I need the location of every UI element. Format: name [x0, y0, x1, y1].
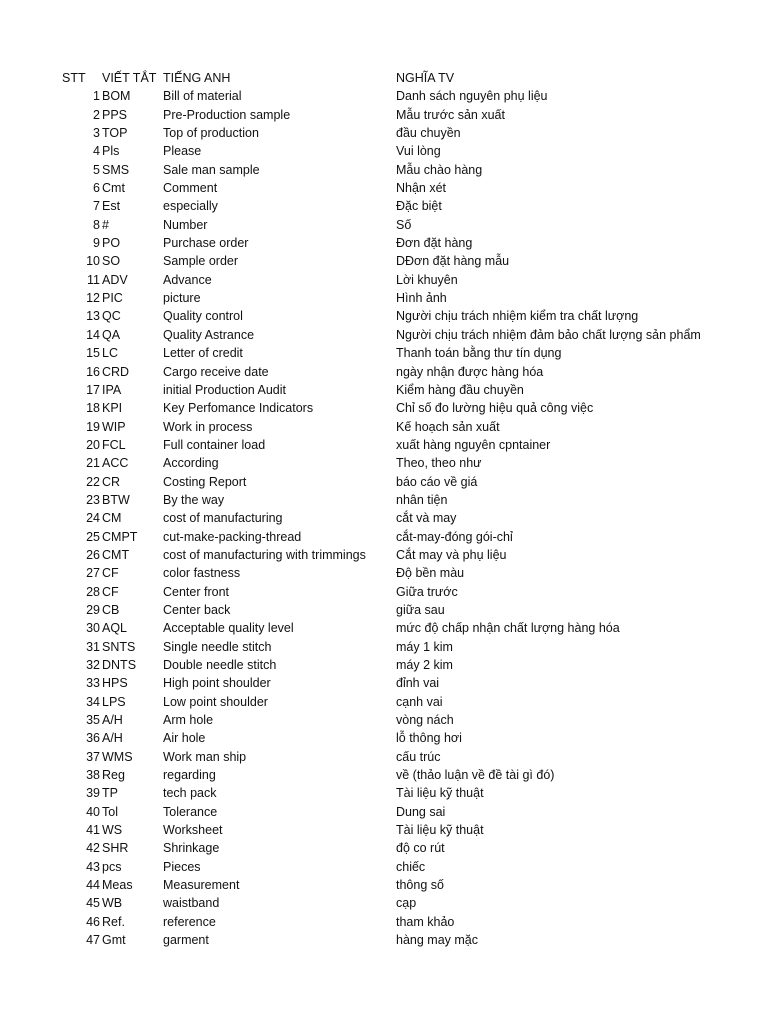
table-row	[0, 363, 768, 381]
row-english: Air hole	[163, 731, 206, 746]
row-abbreviation: CF	[102, 584, 119, 599]
row-english: Costing Report	[163, 474, 247, 489]
row-abbreviation: SNTS	[102, 639, 136, 654]
row-vietnamese: máy 2 kim	[396, 658, 453, 672]
row-vietnamese: cấu trúc	[396, 749, 441, 764]
row-abbreviation: A/H	[102, 713, 123, 728]
table-row	[0, 729, 768, 747]
row-english: cut-make-packing-thread	[163, 529, 302, 544]
row-english: Measurement	[163, 878, 240, 893]
row-english: tech pack	[163, 786, 217, 801]
table-row	[0, 674, 768, 692]
row-english: regarding	[163, 768, 216, 783]
table-row	[0, 491, 768, 509]
row-abbreviation: CM	[102, 511, 122, 526]
row-number: 37	[86, 749, 100, 764]
row-english: High point shoulder	[163, 676, 271, 691]
table-row	[0, 307, 768, 325]
row-number: 44	[86, 878, 100, 893]
row-vietnamese: ngày nhận được hàng hóa	[396, 364, 544, 379]
row-english: Acceptable quality level	[163, 621, 294, 636]
row-english: Key Perfomance Indicators	[163, 401, 314, 416]
row-abbreviation: Ref.	[102, 914, 125, 929]
row-vietnamese: Nhận xét	[396, 181, 447, 196]
row-vietnamese: chiếc	[396, 859, 426, 874]
row-abbreviation: IPA	[102, 382, 122, 397]
table-row	[0, 583, 768, 601]
row-number: 13	[86, 309, 100, 324]
table-row	[0, 179, 768, 197]
header-vietnamese: NGHĨA TV	[396, 71, 455, 85]
table-row	[0, 931, 768, 949]
row-english: Low point shoulder	[163, 694, 268, 709]
row-abbreviation: Cmt	[102, 181, 125, 196]
row-english: reference	[163, 914, 216, 929]
row-abbreviation: Pls	[102, 144, 120, 159]
row-vietnamese: cắt-may-đóng gói-chỉ	[396, 529, 513, 544]
table-row	[0, 784, 768, 802]
row-abbreviation: Est	[102, 199, 121, 214]
row-number: 36	[86, 731, 100, 746]
row-english: Top of production	[163, 126, 259, 141]
row-abbreviation: WIP	[102, 419, 126, 434]
table-row	[0, 528, 768, 546]
row-vietnamese: tham khảo	[396, 914, 455, 929]
row-abbreviation: LPS	[102, 694, 126, 709]
row-vietnamese: đầu chuyền	[396, 126, 461, 141]
row-abbreviation: A/H	[102, 731, 123, 746]
row-vietnamese: đỉnh vai	[396, 676, 440, 691]
row-vietnamese: Vui lòng	[396, 144, 441, 159]
row-vietnamese: Tài liệu kỹ thuật	[396, 786, 484, 801]
row-vietnamese: giữa sau	[396, 602, 445, 617]
row-abbreviation: TP	[102, 786, 118, 801]
row-abbreviation: ADV	[102, 272, 128, 287]
row-number: 27	[86, 566, 100, 581]
row-english: waistband	[163, 896, 220, 911]
row-english: Sale man sample	[163, 162, 260, 177]
table-row	[0, 344, 768, 362]
row-english: Center back	[163, 602, 231, 617]
row-abbreviation: TOP	[102, 126, 128, 141]
row-english: initial Production Audit	[163, 382, 286, 397]
row-vietnamese: Đặc biệt	[396, 199, 442, 214]
row-number: 8	[93, 217, 100, 232]
header-row	[0, 69, 768, 87]
row-english: especially	[163, 199, 218, 214]
table-row	[0, 894, 768, 912]
row-number: 34	[86, 694, 100, 709]
table-row	[0, 711, 768, 729]
row-number: 4	[93, 144, 100, 159]
table-row	[0, 693, 768, 711]
row-english: Arm hole	[163, 713, 214, 728]
row-number: 43	[86, 859, 100, 874]
row-english: Center front	[163, 584, 230, 599]
table-row	[0, 509, 768, 527]
row-english: Quality Astrance	[163, 327, 255, 342]
row-vietnamese: Độ bền màu	[396, 566, 465, 581]
row-vietnamese: Hình ảnh	[396, 291, 447, 306]
row-number: 14	[86, 327, 100, 342]
row-english: Tolerance	[163, 804, 218, 819]
row-number: 22	[86, 474, 100, 489]
row-vietnamese: Lời khuyên	[396, 272, 458, 287]
row-abbreviation: PIC	[102, 291, 123, 306]
row-number: 41	[86, 823, 100, 838]
row-english: Full container load	[163, 437, 266, 452]
row-abbreviation: KPI	[102, 401, 123, 416]
row-number: 7	[93, 199, 100, 214]
row-english: Worksheet	[163, 823, 223, 838]
row-english: Sample order	[163, 254, 239, 269]
row-abbreviation: HPS	[102, 676, 128, 691]
spreadsheet-table	[0, 69, 768, 950]
table-row	[0, 271, 768, 289]
row-number: 1	[93, 89, 100, 104]
table-row	[0, 381, 768, 399]
header-abbreviation: VIẾT TẮT	[102, 71, 157, 85]
row-number: 18	[86, 401, 100, 416]
row-vietnamese: cắt và may	[396, 511, 457, 526]
row-number: 47	[86, 933, 100, 948]
row-abbreviation: SMS	[102, 162, 130, 177]
row-vietnamese: xuất hàng nguyên cpntainer	[396, 437, 551, 452]
row-english: Shrinkage	[163, 841, 220, 856]
row-number: 10	[86, 254, 100, 269]
row-vietnamese: Giữa trước	[396, 584, 458, 599]
row-vietnamese: Tài liệu kỹ thuật	[396, 823, 484, 838]
row-english: Letter of credit	[163, 346, 243, 361]
row-number: 23	[86, 492, 100, 507]
row-english: Bill of material	[163, 89, 242, 104]
table-row	[0, 252, 768, 270]
row-vietnamese: Người chịu trách nhiệm kiểm tra chất lượng	[396, 309, 639, 324]
row-abbreviation: QA	[102, 327, 121, 342]
row-abbreviation: BTW	[102, 492, 130, 507]
row-number: 28	[86, 584, 100, 599]
table-row	[0, 326, 768, 344]
table-row	[0, 216, 768, 234]
row-vietnamese: hàng may mặc	[396, 933, 478, 948]
row-abbreviation: WB	[102, 896, 123, 911]
row-vietnamese: Người chịu trách nhiệm đảm bảo chất lượng sản phẩm	[396, 327, 701, 342]
row-vietnamese: Thanh toán bằng thư tín dụng	[396, 346, 562, 361]
row-vietnamese: Đơn đặt hàng	[396, 236, 473, 251]
row-abbreviation: #	[102, 217, 109, 232]
row-english: picture	[163, 291, 201, 306]
row-number: 31	[86, 639, 100, 654]
row-vietnamese: Dung sai	[396, 804, 446, 819]
row-abbreviation: CMPT	[102, 529, 138, 544]
row-number: 11	[87, 272, 100, 287]
row-english: Number	[163, 217, 208, 232]
row-abbreviation: PPS	[102, 107, 128, 122]
row-english: Pieces	[163, 859, 201, 874]
row-abbreviation: Gmt	[102, 933, 126, 948]
row-number: 19	[86, 419, 100, 434]
row-english: Comment	[163, 181, 218, 196]
row-vietnamese: DĐơn đặt hàng mẫu	[396, 254, 510, 269]
table-row	[0, 87, 768, 105]
table-row	[0, 748, 768, 766]
row-abbreviation: pcs	[102, 859, 122, 874]
row-vietnamese: cạp	[396, 896, 417, 911]
row-vietnamese: Cắt may và phụ liệu	[396, 547, 507, 562]
row-vietnamese: về (thảo luận về đề tài gì đó)	[396, 768, 555, 783]
row-number: 32	[86, 658, 100, 672]
row-abbreviation: CB	[102, 602, 120, 617]
row-abbreviation: SO	[102, 254, 121, 269]
table-row	[0, 803, 768, 821]
table-row	[0, 418, 768, 436]
row-abbreviation: ACC	[102, 456, 129, 471]
row-vietnamese: nhân tiện	[396, 492, 448, 507]
row-abbreviation: WMS	[102, 749, 133, 764]
row-abbreviation: LC	[102, 346, 118, 361]
row-english: cost of manufacturing with trimmings	[163, 547, 366, 562]
row-vietnamese: Theo, theo như	[396, 456, 482, 471]
table-row	[0, 161, 768, 179]
row-vietnamese: lỗ thông hơi	[396, 731, 462, 746]
table-row	[0, 821, 768, 839]
row-number: 35	[86, 713, 100, 728]
row-vietnamese: Mẫu trước sản xuất	[396, 107, 505, 122]
row-english: cost of manufacturing	[163, 511, 283, 526]
row-number: 21	[86, 456, 100, 471]
table-row	[0, 399, 768, 417]
table-row	[0, 564, 768, 582]
table-row	[0, 601, 768, 619]
table-row	[0, 913, 768, 931]
row-vietnamese: vòng nách	[396, 713, 454, 728]
row-english: Advance	[163, 272, 212, 287]
row-english: Purchase order	[163, 236, 249, 251]
row-vietnamese: độ co rút	[396, 841, 445, 856]
row-abbreviation: FCL	[102, 437, 126, 452]
row-english: Single needle stitch	[163, 639, 272, 654]
row-english: Cargo receive date	[163, 364, 269, 379]
row-english: Quality control	[163, 309, 243, 324]
table-row	[0, 839, 768, 857]
table-row	[0, 234, 768, 252]
row-number: 29	[86, 602, 100, 617]
row-abbreviation: CF	[102, 566, 119, 581]
row-abbreviation: DNTS	[102, 658, 137, 672]
row-vietnamese: báo cáo về giá	[396, 474, 478, 489]
row-vietnamese: Mẫu chào hàng	[396, 162, 483, 177]
row-vietnamese: Kiểm hàng đầu chuyền	[396, 382, 524, 397]
row-abbreviation: WS	[102, 823, 123, 838]
row-vietnamese: mức độ chấp nhận chất lượng hàng hóa	[396, 621, 620, 636]
row-number: 33	[86, 676, 100, 691]
row-vietnamese: Số	[396, 217, 412, 232]
row-number: 5	[93, 162, 100, 177]
table-body	[0, 87, 768, 949]
table-row	[0, 197, 768, 215]
table-row	[0, 876, 768, 894]
row-number: 6	[93, 181, 100, 196]
row-number: 9	[93, 236, 100, 251]
row-abbreviation: CRD	[102, 364, 130, 379]
table-row	[0, 656, 768, 674]
row-english: By the way	[163, 492, 225, 507]
row-vietnamese: Danh sách nguyên phụ liệu	[396, 89, 548, 104]
row-english: Work in process	[163, 419, 253, 434]
row-number: 39	[86, 786, 100, 801]
row-abbreviation: CR	[102, 474, 121, 489]
row-english: Work man ship	[163, 749, 247, 764]
table-row	[0, 638, 768, 656]
table-row	[0, 454, 768, 472]
row-number: 15	[86, 346, 100, 361]
table-row	[0, 289, 768, 307]
table-row	[0, 436, 768, 454]
header-stt: STT	[62, 71, 86, 85]
row-number: 42	[86, 841, 100, 856]
row-number: 46	[86, 914, 100, 929]
row-abbreviation: Tol	[102, 804, 118, 819]
row-english: Pre-Production sample	[163, 107, 291, 122]
row-number: 2	[93, 107, 100, 122]
row-number: 16	[86, 364, 100, 379]
row-number: 17	[86, 382, 100, 397]
table-row	[0, 473, 768, 491]
row-number: 24	[86, 511, 100, 526]
row-number: 26	[86, 547, 100, 562]
row-vietnamese: cạnh vai	[396, 694, 443, 709]
row-number: 38	[86, 768, 100, 783]
row-abbreviation: QC	[102, 309, 121, 324]
row-abbreviation: PO	[102, 236, 121, 251]
table-row	[0, 619, 768, 637]
row-english: Double needle stitch	[163, 658, 277, 672]
row-english: color fastness	[163, 566, 241, 581]
row-number: 20	[86, 437, 100, 452]
row-vietnamese: Kế hoạch sản xuất	[396, 419, 500, 434]
row-abbreviation: BOM	[102, 89, 131, 104]
row-english: Please	[163, 144, 202, 159]
table-row	[0, 124, 768, 142]
row-vietnamese: Chỉ số đo lường hiệu quả công việc	[396, 401, 594, 416]
row-vietnamese: máy 1 kim	[396, 639, 453, 654]
row-abbreviation: CMT	[102, 547, 130, 562]
row-english: garment	[163, 933, 209, 948]
row-abbreviation: Meas	[102, 878, 133, 893]
table-row	[0, 546, 768, 564]
row-number: 45	[86, 896, 100, 911]
row-number: 40	[86, 804, 100, 819]
table-row	[0, 766, 768, 784]
row-abbreviation: Reg	[102, 768, 125, 783]
table-row	[0, 858, 768, 876]
row-number: 3	[93, 126, 100, 141]
header-english: TIẾNG ANH	[163, 71, 231, 85]
table-row	[0, 142, 768, 160]
row-vietnamese: thông số	[396, 878, 444, 893]
table-row	[0, 106, 768, 124]
row-number: 25	[86, 529, 100, 544]
row-abbreviation: SHR	[102, 841, 129, 856]
row-abbreviation: AQL	[102, 621, 128, 636]
row-number: 12	[86, 291, 100, 306]
row-english: According	[163, 456, 219, 471]
row-number: 30	[86, 621, 100, 636]
